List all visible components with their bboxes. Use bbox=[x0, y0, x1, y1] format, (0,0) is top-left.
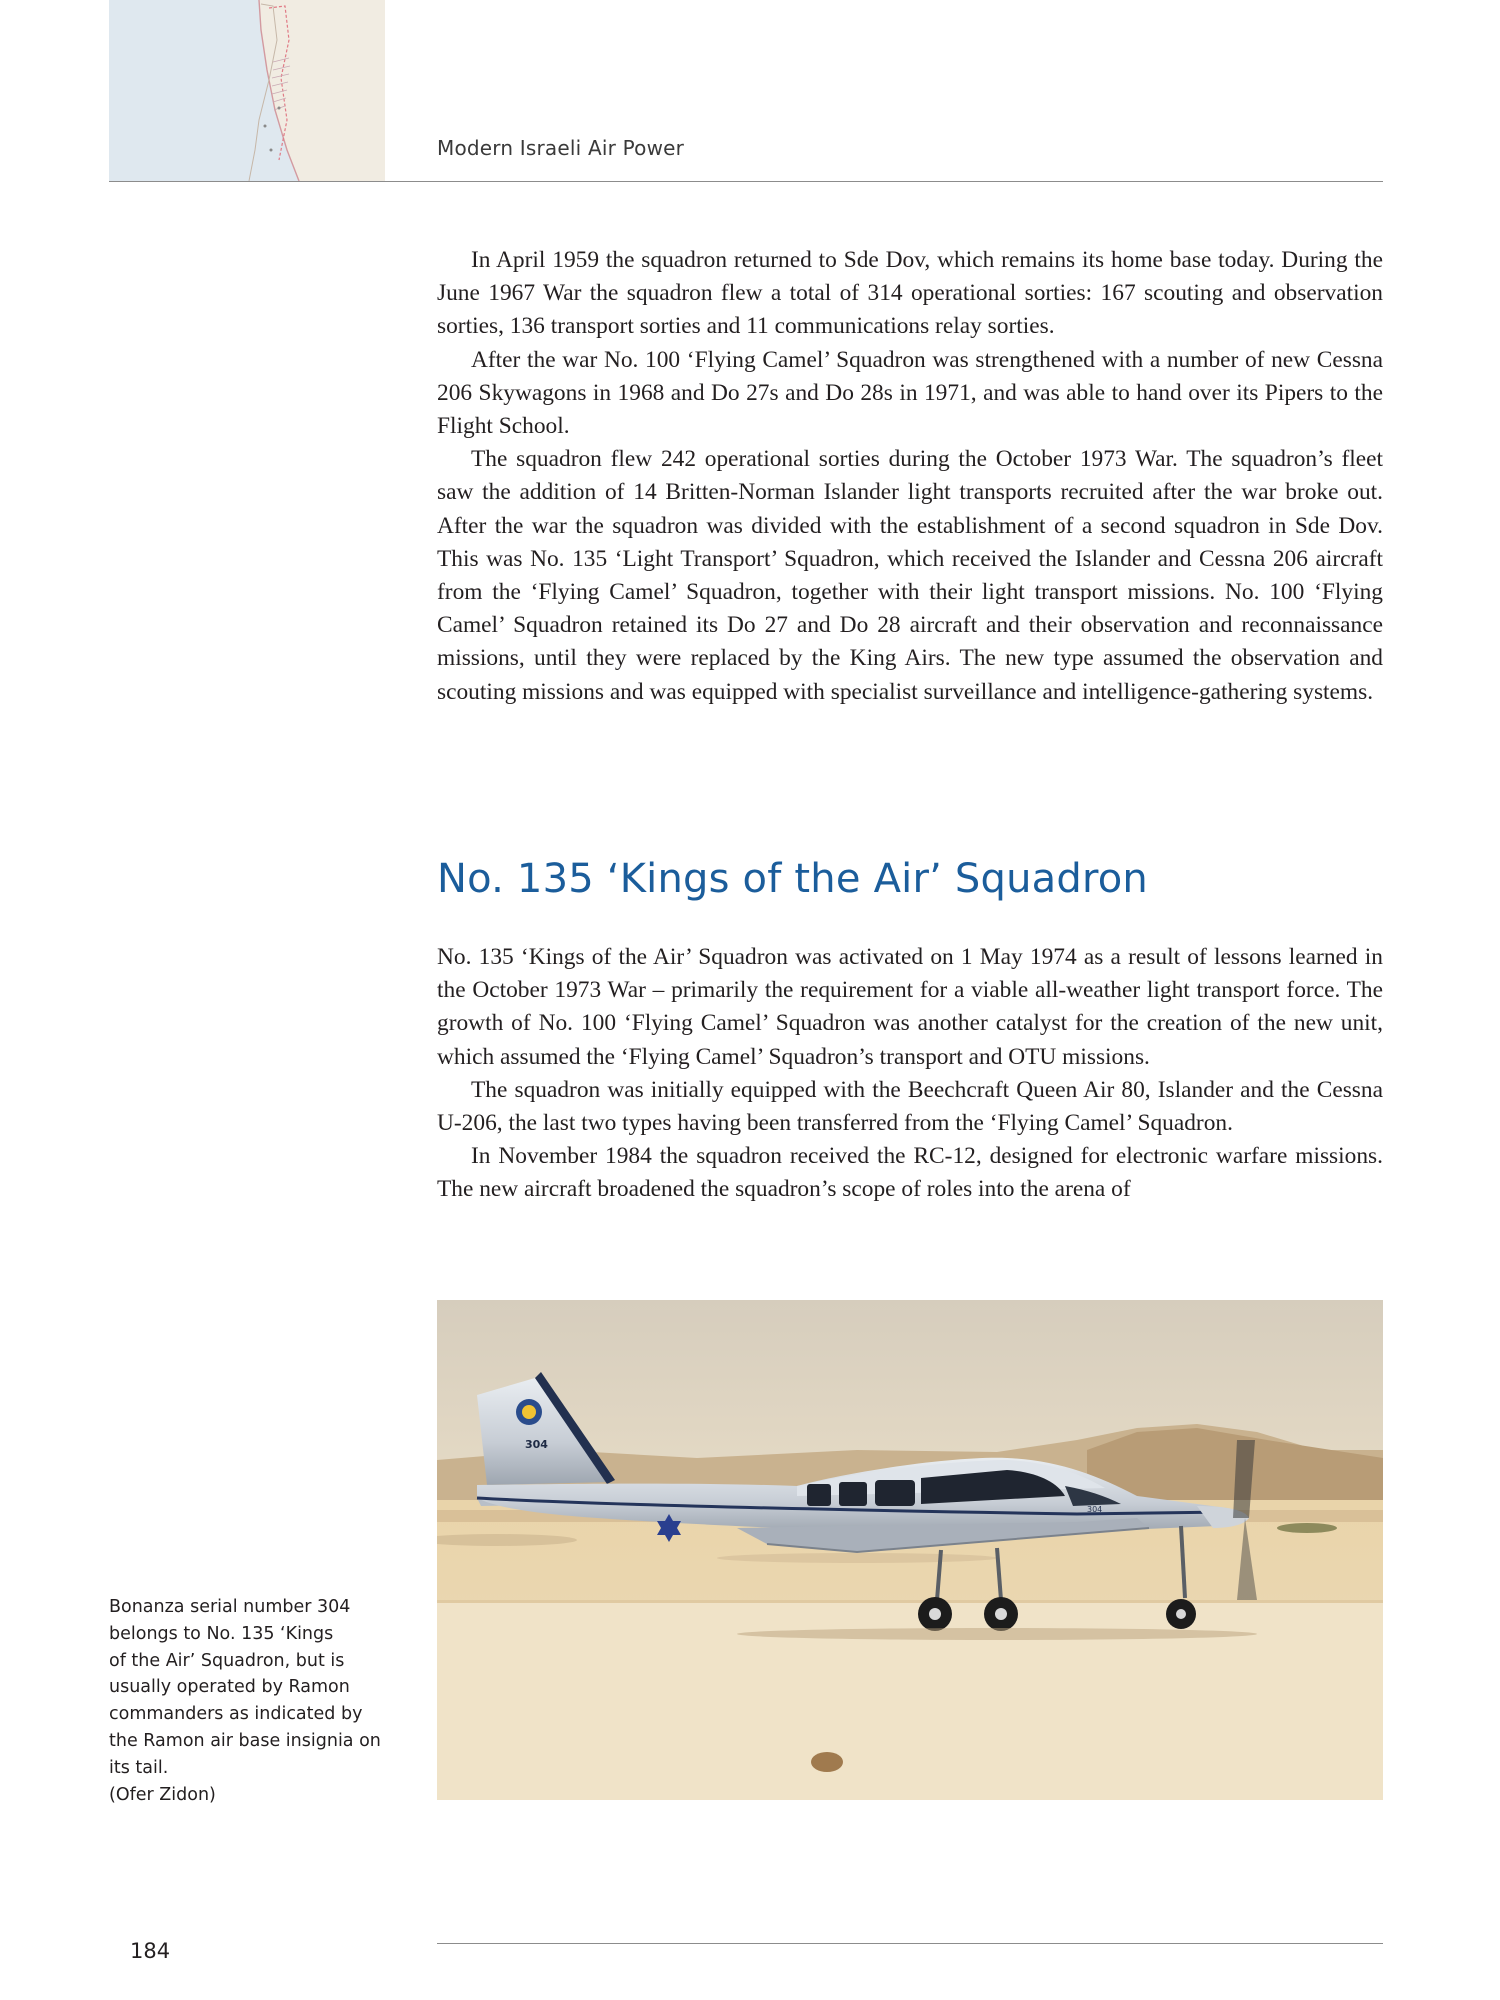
caption-line: belongs to No. 135 ‘Kings bbox=[109, 1623, 334, 1644]
tail-number: 304 bbox=[525, 1438, 548, 1451]
paragraph: No. 135 ‘Kings of the Air’ Squadron was activated on 1 May 1974 as a result of lessons learned in the October 1973 War – primarily the requirement for a viable all-weather light transport force. The growth of No. 100 ‘Flying Camel’ Squadron was another catalyst for the creation of the new unit, which assumed the ‘Flying Camel’ Squadron’s transport and OTU missions. bbox=[437, 944, 1383, 1070]
caption-line: its tail. bbox=[109, 1757, 169, 1778]
caption-line: of the Air’ Squadron, but is bbox=[109, 1650, 345, 1671]
paragraph: The squadron was initially equipped with the Beechcraft Queen Air 80, Islander and the Cessna U-206, the last two types having been transferred from the ‘Flying Camel’ Squadron. bbox=[437, 1076, 1383, 1137]
header-rule bbox=[109, 181, 1383, 182]
photo-credit: (Ofer Zidon) bbox=[109, 1784, 216, 1805]
photo-caption bbox=[109, 1594, 389, 1808]
paragraph: The squadron flew 242 operational sorties during the October 1973 War. The squadron’s fleet saw the addition of 14 Britten-Norman Islander light transports recruited after the war broke out. After the war the squadron was divided with the establishment of a second squadron in Sde Dov. This was No. 135 ‘Light Transport’ Squadron, which received the Islander and Cessna 206 aircraft from the ‘Flying Camel’ Squadron, together with their light transport missions. No. 100 ‘Flying Camel’ Squadron retained its Do 27 and Do 28 aircraft and their observation and reconnaissance missions, until they were replaced by the King Airs. The new type assumed the observation and scouting missions and was equipped with specialist surveillance and intelligence-gathering systems. bbox=[437, 446, 1383, 705]
israel-map-graphic bbox=[109, 0, 385, 181]
paragraph: In November 1984 the squadron received the RC-12, designed for electronic warfare missions. The new aircraft broadened the squadron’s scope of roles into the arena of bbox=[437, 1143, 1383, 1203]
caption-line: Bonanza serial number 304 bbox=[109, 1597, 351, 1617]
page-number: 184 bbox=[130, 1939, 171, 1963]
body-text-section-2 bbox=[437, 941, 1383, 1207]
caption-line: the Ramon air base insignia on bbox=[109, 1730, 381, 1751]
aircraft-photo bbox=[437, 1300, 1383, 1800]
caption-line: commanders as indicated by bbox=[109, 1704, 363, 1725]
body-text-section-1 bbox=[437, 244, 1383, 709]
map-thumbnail bbox=[109, 0, 385, 181]
paragraph: In April 1959 the squadron returned to Sde Dov, which remains its home base today. During the June 1967 War the squadron flew a total of 314 operational sorties: 167 scouting and observation sorties, 136 transport sorties and 11 communications relay sorties. bbox=[437, 247, 1383, 340]
fuselage-number: 304 bbox=[1087, 1505, 1103, 1514]
section-heading: No. 135 ‘Kings of the Air’ Squadron bbox=[437, 856, 1148, 902]
paragraph: After the war No. 100 ‘Flying Camel’ Squadron was strengthened with a number of new Cessna 206 Skywagons in 1968 and Do 27s and Do 28s in 1971, and was able to hand over its Pipers to the Flight School. bbox=[437, 346, 1383, 440]
footer-rule bbox=[437, 1943, 1383, 1944]
bonanza-aircraft-image bbox=[437, 1300, 1383, 1800]
caption-line: usually operated by Ramon bbox=[109, 1677, 350, 1698]
running-header: Modern Israeli Air Power bbox=[437, 136, 685, 160]
